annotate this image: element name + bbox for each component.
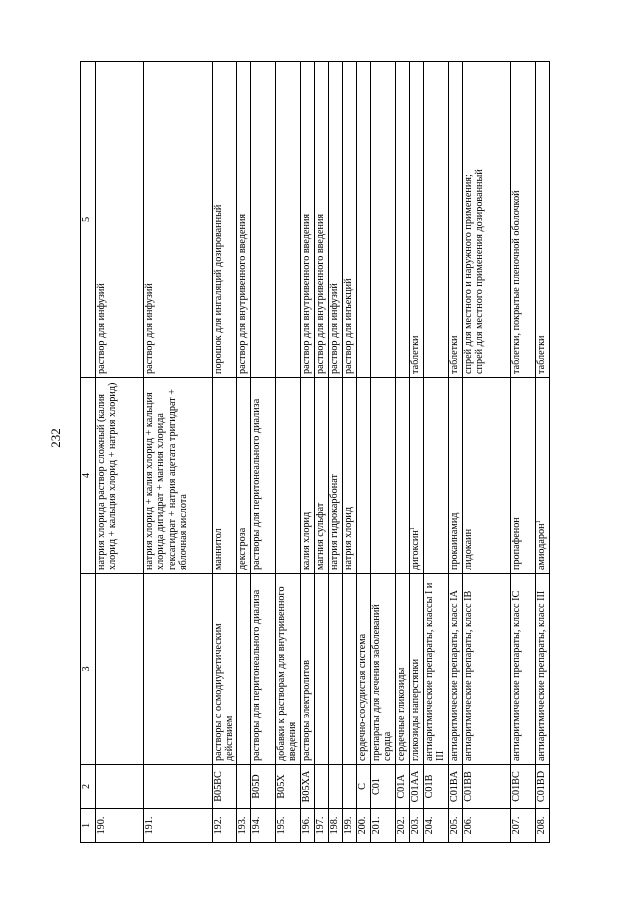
row-number: 204. — [423, 809, 448, 843]
drug-name — [510, 378, 535, 574]
row-number: 202. — [395, 809, 409, 843]
dosage-form — [275, 62, 300, 378]
table-row — [423, 62, 448, 843]
drug-name — [462, 378, 510, 574]
drug-name-text: пропафенон — [510, 517, 522, 570]
dosage-form — [250, 62, 275, 378]
atc-code: C01A — [395, 765, 409, 809]
dosage-form-line: спрей для местного и наружного применения; — [462, 174, 474, 374]
drug-name — [342, 378, 356, 574]
atc-code: B05X — [275, 765, 300, 809]
dosage-form: раствор для внутривенного введения — [236, 62, 250, 378]
rotated-table-container — [80, 62, 607, 843]
row-number: 200. — [356, 809, 370, 843]
drug-name — [328, 378, 342, 574]
drug-name — [356, 378, 370, 574]
pharmacological-group: антиаритмические препараты, классы I и III — [423, 574, 448, 765]
atc-code: C01 — [370, 765, 395, 809]
table-row — [96, 62, 144, 843]
row-number: 207. — [510, 809, 535, 843]
header-col-2: 2 — [81, 765, 96, 809]
drug-name-text: декстроза — [236, 527, 248, 570]
row-number: 195. — [275, 809, 300, 843]
drug-name-text: маннитол — [213, 528, 224, 570]
pharmacological-group: препараты для лечения заболеваний сердца — [370, 574, 395, 765]
table-row — [328, 62, 342, 843]
dosage-form: раствор для инфузий — [96, 62, 144, 378]
pharmacological-group: сердечные гликозиды — [395, 574, 409, 765]
pharmacological-group — [236, 574, 250, 765]
pharmacological-group — [144, 574, 213, 765]
drug-table-body — [81, 62, 550, 843]
pharmacological-group: антиаритмические препараты, класс IC — [510, 574, 535, 765]
drug-name-text: магния сульфат — [314, 502, 326, 570]
dosage-form: раствор для инъекций — [342, 62, 356, 378]
row-number: 205. — [448, 809, 462, 843]
atc-code: C01BA — [448, 765, 462, 809]
drug-name-text: натрия хлорида раствор сложный (калия хлорид + кальция хлорид + натрия хлорид) — [96, 382, 119, 570]
dosage-form: раствор для внутривенного введения — [300, 62, 314, 378]
table-row — [535, 62, 549, 843]
table-row — [342, 62, 356, 843]
header-col-5: 5 — [81, 62, 96, 378]
drug-name-text: амиодарон — [535, 523, 547, 570]
header-col-1: 1 — [81, 809, 96, 843]
drug-name-text: натрия хлорид — [342, 506, 354, 570]
drug-name — [535, 378, 549, 574]
atc-code: C01BD — [535, 765, 549, 809]
row-number: 198. — [328, 809, 342, 843]
table-row — [510, 62, 535, 843]
drug-name — [423, 378, 448, 574]
atc-code — [328, 765, 342, 809]
drug-name-text: лидокаин — [462, 528, 474, 570]
pharmacological-group — [314, 574, 328, 765]
atc-code: C01AA — [409, 765, 423, 809]
table-row — [356, 62, 370, 843]
atc-code: B05D — [250, 765, 275, 809]
drug-name — [213, 378, 237, 574]
dosage-form: раствор для инфузий — [144, 62, 213, 378]
drug-name-text: калия хлорид — [300, 511, 312, 570]
dosage-form — [462, 62, 510, 378]
dosage-form: раствор для внутривенного введения — [314, 62, 328, 378]
row-number: 194. — [250, 809, 275, 843]
table-row — [462, 62, 510, 843]
atc-code — [314, 765, 328, 809]
pharmacological-group: антиаритмические препараты, класс IB — [462, 574, 510, 765]
atc-code: B05XA — [300, 765, 314, 809]
table-row — [448, 62, 462, 843]
dosage-form: раствор для инфузий — [328, 62, 342, 378]
pharmacological-group: растворы для перитонеального диализа — [250, 574, 275, 765]
atc-code — [96, 765, 144, 809]
drug-name-text: натрия гидрокарбонат — [328, 474, 340, 570]
pharmacological-group: гликозиды наперстянки — [409, 574, 423, 765]
row-number: 203. — [409, 809, 423, 843]
pharmacological-group: растворы электролитов — [300, 574, 314, 765]
drug-name — [409, 378, 423, 574]
header-row — [81, 62, 96, 843]
row-number: 201. — [370, 809, 395, 843]
table-row — [236, 62, 250, 843]
row-number: 196. — [300, 809, 314, 843]
drug-table — [80, 61, 550, 843]
drug-name — [96, 378, 144, 574]
drug-name — [314, 378, 328, 574]
drug-name-text: растворы для перитонеального диализа — [250, 398, 262, 570]
drug-name-text: дигоксин — [409, 530, 421, 570]
table-row — [300, 62, 314, 843]
atc-code — [144, 765, 213, 809]
pharmacological-group — [96, 574, 144, 765]
table-row — [213, 62, 237, 843]
table-row — [395, 62, 409, 843]
drug-name — [370, 378, 395, 574]
dosage-form — [395, 62, 409, 378]
table-row — [250, 62, 275, 843]
atc-code: C01BC — [510, 765, 535, 809]
row-number: 197. — [314, 809, 328, 843]
row-number: 199. — [342, 809, 356, 843]
drug-name-text: прокаинамид — [448, 512, 460, 570]
atc-code: C — [356, 765, 370, 809]
header-col-4: 4 — [81, 378, 96, 574]
drug-name — [275, 378, 300, 574]
pharmacological-group — [328, 574, 342, 765]
pharmacological-group: растворы с осмодиуретическим действием — [213, 574, 237, 765]
dosage-form: таблетки — [448, 62, 462, 378]
pharmacological-group: сердечно-сосудистая система — [356, 574, 370, 765]
atc-code: C01B — [423, 765, 448, 809]
footnote-mark: 1 — [535, 520, 542, 524]
row-number: 193. — [236, 809, 250, 843]
header-col-3: 3 — [81, 574, 96, 765]
dosage-form — [356, 62, 370, 378]
row-number: 190. — [96, 809, 144, 843]
table-row — [409, 62, 423, 843]
drug-name — [250, 378, 275, 574]
table-row — [275, 62, 300, 843]
page-number: 232 — [48, 428, 63, 448]
dosage-form — [370, 62, 395, 378]
table-frame — [80, 62, 607, 843]
pharmacological-group — [342, 574, 356, 765]
table-row — [314, 62, 328, 843]
drug-name-text: натрия хлорид + калия хлорид + кальция хлорида дигидрат + магния хлорида гексагидрат + натрия ацетата тригидрат + яблочная кислота — [144, 389, 190, 570]
pharmacological-group: антиаритмические препараты, класс IA — [448, 574, 462, 765]
dosage-form: таблетки — [409, 62, 423, 378]
drug-name — [144, 378, 213, 574]
pharmacological-group: антиаритмические препараты, класс III — [535, 574, 549, 765]
atc-code: C01BB — [462, 765, 510, 809]
table-row — [144, 62, 213, 843]
drug-name — [448, 378, 462, 574]
dosage-form-line: спрей для местного применения дозированный — [474, 169, 486, 374]
dosage-form: таблетки, покрытые пленочной оболочкой — [510, 62, 535, 378]
row-number: 191. — [144, 809, 213, 843]
dosage-form: порошок для ингаляций дозированный — [213, 62, 237, 378]
atc-code — [236, 765, 250, 809]
drug-name — [395, 378, 409, 574]
drug-name — [236, 378, 250, 574]
dosage-form — [423, 62, 448, 378]
dosage-form: таблетки — [535, 62, 549, 378]
footnote-mark: 1 — [409, 527, 416, 531]
row-number: 206. — [462, 809, 510, 843]
atc-code: B05BC — [213, 765, 237, 809]
drug-name — [300, 378, 314, 574]
pharmacological-group: добавки к растворам для внутривенного введения — [275, 574, 300, 765]
table-row — [370, 62, 395, 843]
row-number: 192. — [213, 809, 237, 843]
atc-code — [342, 765, 356, 809]
row-number: 208. — [535, 809, 549, 843]
